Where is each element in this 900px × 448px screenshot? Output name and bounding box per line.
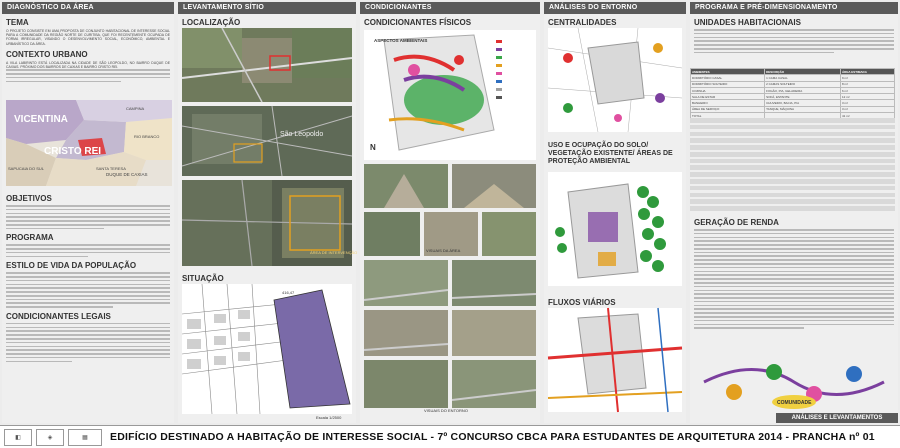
column-entorno: [544, 2, 686, 423]
heading-uso: USO E OCUPAÇÃO DO SOLO/ VEGETAÇÃO EXISTENTE/ ÁREAS DE PROTEÇÃO AMBIENTAL: [548, 142, 673, 165]
table-cell: COZINHA: [691, 87, 765, 93]
table-cell: 41 m²: [840, 113, 894, 119]
heading-fisicos: CONDICIONANTES FÍSICOS: [364, 18, 472, 27]
table-header-cell: DESCRIÇÃO: [765, 69, 841, 75]
aerial-photo-1: [182, 28, 352, 102]
heading-localizacao: LOCALIZAÇÃO: [182, 18, 241, 27]
aerial-photo-3: [182, 180, 358, 266]
contexto-text: A VILA LABIRINTO ESTÁ LOCALIZADA NA CIDADE DE SÃO LEOPOLDO, NO BAIRRO DUQUE DE CAXIAS. PRÓXIMO DOS BAIRROS DE CAXIAS E BAIRRO CRISTO REI.: [6, 60, 170, 70]
column-diagnostico: [2, 2, 174, 423]
physical-diagram: [364, 30, 536, 160]
column-header: LEVANTAMENTO SÍTIO: [178, 2, 356, 14]
text-lines: [6, 244, 170, 257]
logo-icon: ◧: [4, 429, 32, 446]
table-cell: SALA DE ESTAR: [691, 94, 765, 100]
table-cell: SOFÁ, ESTANTE: [765, 94, 841, 100]
area-label: ÁREA DE INTERVENÇÃO: [310, 250, 358, 255]
map-label-cristo-rei: CRISTO REI: [44, 146, 102, 157]
logo-icon: ▦: [68, 429, 102, 446]
dimension-label: 416,47: [282, 290, 295, 295]
heading-programa: PROGRAMA: [6, 233, 54, 243]
table-cell: 9 m²: [840, 75, 894, 81]
table-cell: 6 m²: [840, 87, 894, 93]
table-cell: 3 m²: [840, 106, 894, 112]
map-label-sapucaia: SAPUCAIA DO SUL: [8, 166, 45, 171]
table-cell: 2 CAMAS SOLTEIRO: [765, 81, 841, 87]
aspectos-label: ASPECTOS AMBIENTAIS: [374, 38, 428, 43]
table-cell: 1 CAMA CASAL: [765, 75, 841, 81]
program-table: [690, 68, 895, 119]
text-lines: [694, 229, 894, 329]
table-cell: FOGÃO, PIA, GELADEIRA: [765, 87, 841, 93]
table-header-cell: ÁREA ESTIMADA: [840, 69, 894, 75]
scale-label: Escala 1/2500: [316, 415, 342, 420]
table-cell: TANQUE, MÁQUINA: [765, 106, 841, 112]
table-cell: DORMITÓRIO CASAL: [691, 75, 765, 81]
caption-visuais-area: VISUAIS DA ÁREA: [426, 248, 461, 253]
comunidade-diagram: [694, 352, 894, 412]
map-label-santa: SANTA TERESA: [96, 166, 126, 171]
uso-map: [548, 172, 682, 286]
footer: [0, 425, 900, 448]
heading-tema: TEMA: [6, 18, 29, 27]
column-header: ANÁLISES DO ENTORNO: [544, 2, 686, 14]
heading-fluxos: FLUXOS VIÁRIOS: [548, 298, 616, 307]
table-cell: ÁREA DE SERVIÇO: [691, 106, 765, 112]
text-lines: [6, 272, 170, 308]
heading-situacao: SITUAÇÃO: [182, 274, 224, 283]
table-cell: TOTAL: [691, 113, 765, 119]
map-label-duque: DUQUE DE CAXIAS: [106, 172, 148, 177]
centralidades-map: [548, 28, 682, 132]
column-levantamento: [178, 2, 356, 423]
table-cell: BANHEIRO: [691, 100, 765, 106]
heading-unidades: UNIDADES HABITACIONAIS: [694, 18, 801, 27]
heading-centralidades: CENTRALIDADES: [548, 18, 617, 27]
table-cell: CHUVEIRO, BACIA, PIA: [765, 100, 841, 106]
heading-estilo: ESTILO DE VIDA DA POPULAÇÃO: [6, 261, 137, 271]
analises-label: ANÁLISES E LEVANTAMENTOS: [776, 413, 898, 423]
heading-legais: CONDICIONANTES LEGAIS: [6, 311, 111, 321]
text-lines: [690, 118, 895, 211]
text-lines: [694, 29, 894, 53]
map-label-rio: RIO BRANCO: [134, 134, 160, 139]
text-lines: [6, 205, 170, 229]
column-header: CONDICIONANTES: [360, 2, 540, 14]
caption-visuais-entorno: VISUAIS DO ENTORNO: [424, 408, 468, 413]
site-photos-entorno: [364, 260, 536, 410]
comunidade-label: COMUNIDADE: [777, 400, 812, 406]
neighborhood-map: [6, 100, 172, 186]
map-label-campina: CAMPINA: [126, 106, 145, 111]
fluxos-map: [548, 308, 682, 412]
north-arrow: N: [370, 143, 376, 152]
map-label-vicentina: VICENTINA: [14, 114, 68, 125]
table-extra-rows: [690, 118, 895, 213]
heading-geracao: GERAÇÃO DE RENDA: [694, 218, 779, 227]
logo-icon: ◈: [36, 429, 64, 446]
footer-title: EDIFÍCIO DESTINADO A HABITAÇÃO DE INTERESSE SOCIAL - 7º CONCURSO CBCA PARA ESTUDANTES DE ARQUITETURA 2014 - PRANCHA nº 01: [110, 431, 875, 443]
site-photos-area: [364, 164, 536, 256]
table-cell: 12 m²: [840, 94, 894, 100]
tema-text: O PROJETO CONSISTE EM UMA PROPOSTA DE CONJUNTO HABITACIONAL DE INTERESSE SOCIAL PARA A COMUNIDADE DA REGIÃO NORTE DE CURITIBA, QUE FOI RECENTEMENTE OCUPADA DE FORMA IRREGULAR, VISANDO O DESENVOLVIMENTO SOCIAL, ECONÔMICO, AMBIENTAL E URBANÍSTICO DA ÁREA.: [6, 29, 170, 46]
situation-plan: [182, 284, 352, 414]
table-header-cell: AMBIENTES: [691, 69, 765, 75]
text-lines: [6, 323, 170, 362]
column-header: PROGRAMA E PRÉ-DIMENSIONAMENTO: [690, 2, 898, 14]
table-cell: 3 m²: [840, 100, 894, 106]
table-cell: DORMITÓRIO SOLTEIRO: [691, 81, 765, 87]
column-condicionantes: [360, 2, 540, 423]
table-cell: 8 m²: [840, 81, 894, 87]
aerial-photo-2: [182, 106, 352, 176]
text-lines: [6, 69, 170, 82]
column-header: DIAGNÓSTICO DA ÁREA: [2, 2, 174, 14]
heading-contexto: CONTEXTO URBANO: [6, 49, 88, 59]
geracao-section: [690, 214, 898, 331]
map-label-sao-leopoldo: São Leopoldo: [280, 131, 324, 138]
heading-objetivos: OBJETIVOS: [6, 194, 52, 203]
